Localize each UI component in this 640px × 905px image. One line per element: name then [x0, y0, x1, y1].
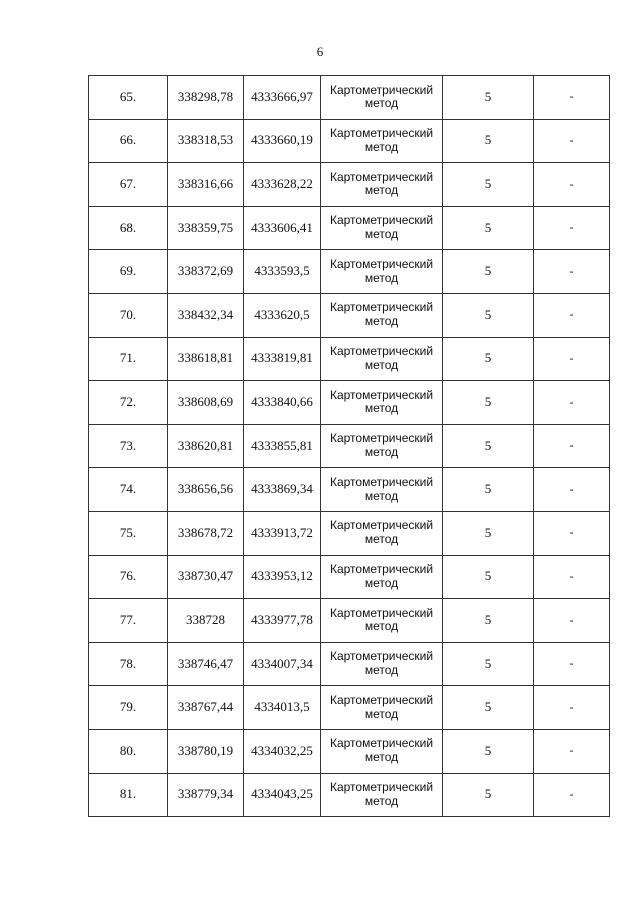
method-line-2: метод	[364, 445, 399, 460]
method-cell	[321, 511, 443, 555]
point-number-cell: 81.	[89, 773, 168, 817]
y-coordinate-cell: 4333660,19	[244, 119, 321, 163]
x-coordinate-cell: 338318,53	[168, 119, 244, 163]
point-number-cell: 78.	[89, 642, 168, 686]
accuracy-cell: 5	[443, 76, 534, 120]
method-line-1: Картометрический	[329, 692, 434, 707]
table-row	[89, 773, 610, 817]
x-coordinate-cell: 338620,81	[168, 424, 244, 468]
method-line-1: Картометрический	[329, 126, 434, 141]
method-cell	[321, 468, 443, 512]
table-row	[89, 76, 610, 120]
method-cell	[321, 163, 443, 207]
method-line-1: Картометрический	[329, 780, 434, 794]
x-coordinate-cell: 338432,34	[168, 293, 244, 337]
note-cell: -	[534, 206, 610, 250]
y-coordinate-cell: 4333913,72	[244, 511, 321, 555]
method-line-2: метод	[364, 270, 399, 285]
note-cell: -	[534, 163, 610, 207]
accuracy-cell: 5	[443, 511, 534, 555]
method-cell	[321, 686, 443, 730]
x-coordinate-cell: 338359,75	[168, 206, 244, 250]
note-cell: -	[534, 686, 610, 730]
note-cell: -	[534, 773, 610, 817]
y-coordinate-cell: 4333606,41	[244, 206, 321, 250]
accuracy-cell: 5	[443, 599, 534, 643]
y-coordinate-cell: 4333840,66	[244, 381, 321, 425]
x-coordinate-cell: 338608,69	[168, 381, 244, 425]
x-coordinate-cell: 338779,34	[168, 773, 244, 817]
x-coordinate-cell: 338746,47	[168, 642, 244, 686]
accuracy-cell: 5	[443, 642, 534, 686]
x-coordinate-cell: 338316,66	[168, 163, 244, 207]
x-coordinate-cell: 338767,44	[168, 686, 244, 730]
y-coordinate-cell: 4333819,81	[244, 337, 321, 381]
method-cell	[321, 555, 443, 599]
accuracy-cell: 5	[443, 119, 534, 163]
method-line-1: Картометрический	[329, 169, 434, 184]
point-number-cell: 71.	[89, 337, 168, 381]
coordinates-table-body	[89, 76, 610, 817]
note-cell: -	[534, 250, 610, 294]
method-line-1: Картометрический	[329, 474, 434, 489]
table-row	[89, 686, 610, 730]
point-number-cell: 72.	[89, 381, 168, 425]
point-number-cell: 69.	[89, 250, 168, 294]
method-line-2: метод	[364, 96, 399, 111]
method-line-2: метод	[364, 750, 399, 765]
method-line-1: Картометрический	[329, 256, 434, 271]
note-cell: -	[534, 642, 610, 686]
y-coordinate-cell: 4333628,22	[244, 163, 321, 207]
accuracy-cell: 5	[443, 729, 534, 773]
method-line-1: Картометрический	[329, 605, 434, 620]
x-coordinate-cell: 338730,47	[168, 555, 244, 599]
point-number-cell: 67.	[89, 163, 168, 207]
method-cell	[321, 119, 443, 163]
y-coordinate-cell: 4333953,12	[244, 555, 321, 599]
table-row	[89, 511, 610, 555]
note-cell: -	[534, 337, 610, 381]
y-coordinate-cell: 4334043,25	[244, 773, 321, 817]
coordinates-table	[88, 75, 610, 817]
note-cell: -	[534, 119, 610, 163]
x-coordinate-cell: 338618,81	[168, 337, 244, 381]
method-line-2: метод	[364, 575, 399, 590]
note-cell: -	[534, 424, 610, 468]
x-coordinate-cell: 338298,78	[168, 76, 244, 120]
method-cell	[321, 337, 443, 381]
method-line-1: Картометрический	[329, 649, 434, 664]
method-line-2: метод	[364, 706, 399, 721]
method-line-2: метод	[364, 357, 399, 372]
method-cell	[321, 293, 443, 337]
method-cell	[321, 76, 443, 120]
method-line-1: Картометрический	[329, 300, 434, 315]
table-row	[89, 163, 610, 207]
x-coordinate-cell: 338678,72	[168, 511, 244, 555]
table-row	[89, 424, 610, 468]
accuracy-cell: 5	[443, 381, 534, 425]
table-row	[89, 729, 610, 773]
method-line-1: Картометрический	[329, 431, 434, 446]
y-coordinate-cell: 4334032,25	[244, 729, 321, 773]
method-cell	[321, 250, 443, 294]
point-number-cell: 76.	[89, 555, 168, 599]
y-coordinate-cell: 4333977,78	[244, 599, 321, 643]
note-cell: -	[534, 555, 610, 599]
point-number-cell: 70.	[89, 293, 168, 337]
point-number-cell: 75.	[89, 511, 168, 555]
accuracy-cell: 5	[443, 250, 534, 294]
method-line-1: Картометрический	[329, 736, 434, 751]
method-cell	[321, 206, 443, 250]
method-line-2: метод	[364, 139, 399, 154]
y-coordinate-cell: 4333869,34	[244, 468, 321, 512]
accuracy-cell: 5	[443, 686, 534, 730]
page-number: 6	[316, 44, 324, 59]
point-number-cell: 77.	[89, 599, 168, 643]
point-number-cell: 65.	[89, 76, 168, 120]
table-row	[89, 599, 610, 643]
method-line-2: метод	[364, 663, 399, 678]
y-coordinate-cell: 4333620,5	[244, 293, 321, 337]
note-cell: -	[534, 468, 610, 512]
method-cell	[321, 381, 443, 425]
note-cell: -	[534, 293, 610, 337]
table-row	[89, 119, 610, 163]
table-row	[89, 381, 610, 425]
table-row	[89, 468, 610, 512]
point-number-cell: 73.	[89, 424, 168, 468]
accuracy-cell: 5	[443, 773, 534, 817]
y-coordinate-cell: 4333666,97	[244, 76, 321, 120]
point-number-cell: 66.	[89, 119, 168, 163]
accuracy-cell: 5	[443, 293, 534, 337]
y-coordinate-cell: 4333855,81	[244, 424, 321, 468]
x-coordinate-cell: 338656,56	[168, 468, 244, 512]
method-line-1: Картометрический	[329, 82, 434, 97]
y-coordinate-cell: 4333593,5	[244, 250, 321, 294]
x-coordinate-cell: 338728	[168, 599, 244, 643]
point-number-cell: 79.	[89, 686, 168, 730]
method-line-2: метод	[364, 619, 399, 634]
accuracy-cell: 5	[443, 468, 534, 512]
method-line-2: метод	[364, 227, 399, 242]
method-line-1: Картометрический	[329, 518, 434, 533]
table-row	[89, 642, 610, 686]
accuracy-cell: 5	[443, 337, 534, 381]
y-coordinate-cell: 4334007,34	[244, 642, 321, 686]
method-line-2: метод	[364, 401, 399, 416]
note-cell: -	[534, 76, 610, 120]
x-coordinate-cell: 338780,19	[168, 729, 244, 773]
method-line-2: метод	[364, 183, 399, 198]
table-row	[89, 250, 610, 294]
method-line-1: Картометрический	[329, 387, 434, 402]
accuracy-cell: 5	[443, 424, 534, 468]
method-cell	[321, 424, 443, 468]
point-number-cell: 80.	[89, 729, 168, 773]
method-cell	[321, 599, 443, 643]
method-line-1: Картометрический	[329, 562, 434, 577]
method-line-2: метод	[364, 488, 399, 503]
note-cell: -	[534, 511, 610, 555]
method-line-1: Картометрический	[329, 344, 434, 359]
method-line-1: Картометрический	[329, 213, 434, 228]
method-cell	[321, 729, 443, 773]
table-row	[89, 206, 610, 250]
method-line-2: метод	[364, 314, 399, 329]
note-cell: -	[534, 599, 610, 643]
note-cell: -	[534, 381, 610, 425]
point-number-cell: 74.	[89, 468, 168, 512]
x-coordinate-cell: 338372,69	[168, 250, 244, 294]
table-row	[89, 337, 610, 381]
method-cell	[321, 642, 443, 686]
note-cell: -	[534, 729, 610, 773]
table-row	[89, 293, 610, 337]
point-number-cell: 68.	[89, 206, 168, 250]
method-line-2: метод	[364, 793, 399, 808]
table-row	[89, 555, 610, 599]
accuracy-cell: 5	[443, 206, 534, 250]
accuracy-cell: 5	[443, 555, 534, 599]
method-line-2: метод	[364, 532, 399, 547]
accuracy-cell: 5	[443, 163, 534, 207]
method-cell	[321, 773, 443, 817]
y-coordinate-cell: 4334013,5	[244, 686, 321, 730]
